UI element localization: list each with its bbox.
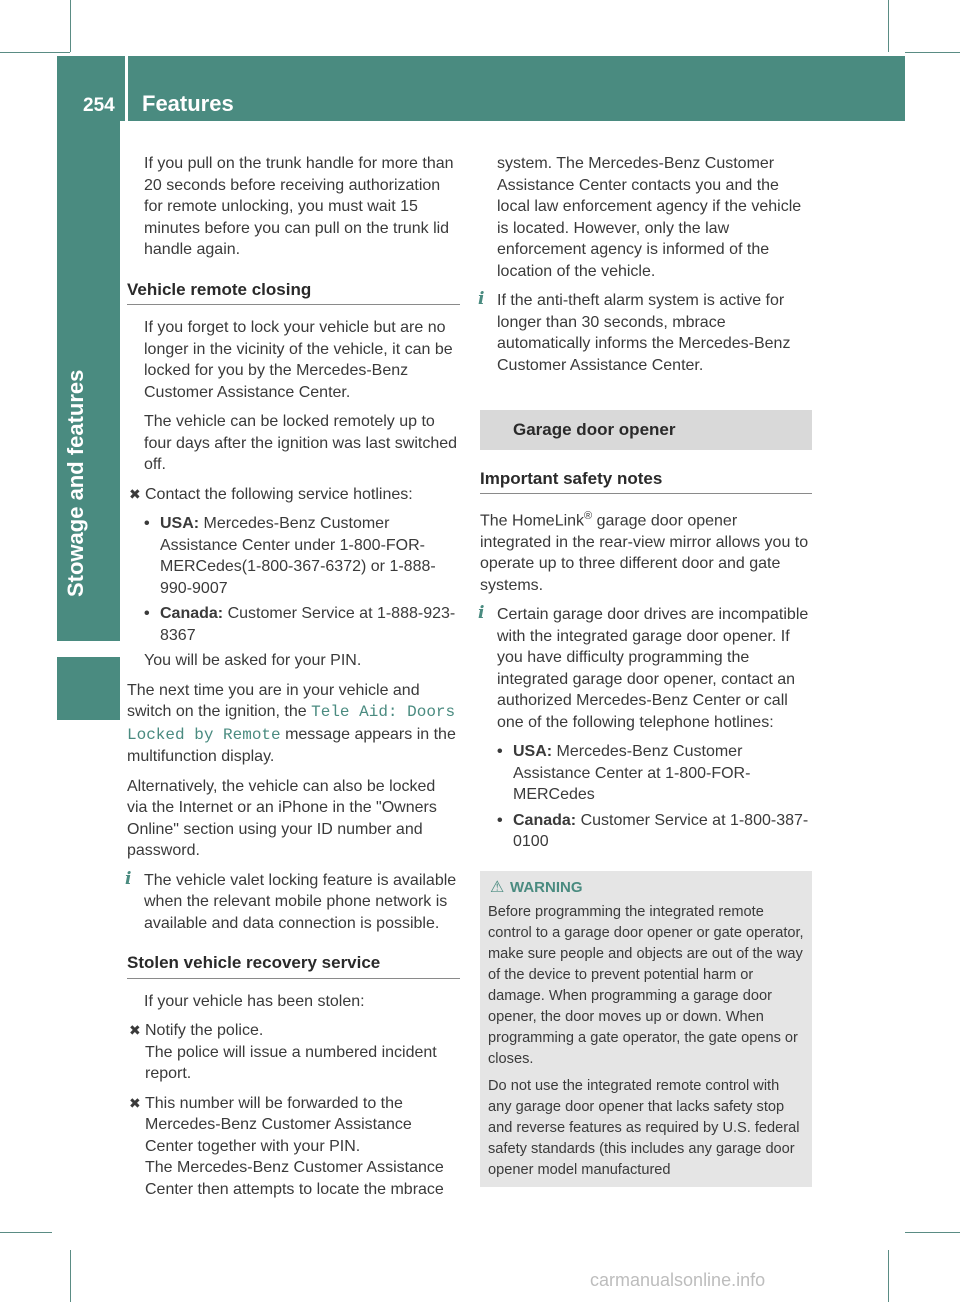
- action-result: The police will issue a numbered incident report.: [145, 1043, 437, 1082]
- info-text: The vehicle valet locking feature is available when the relevant mobile phone network is available and data connection is possible.: [144, 871, 457, 932]
- registered-mark: ®: [584, 510, 593, 522]
- bullet-label: Canada:: [160, 605, 224, 622]
- bullet-canada: [480, 810, 812, 853]
- warning-box: [480, 871, 812, 1187]
- bullet-dot-icon: •: [497, 743, 503, 761]
- bullet-text: Customer Service at 1-800-387-0100: [513, 811, 809, 851]
- chapter-heading-garage-door: Garage door opener: [480, 410, 812, 450]
- bullet-label: USA:: [160, 515, 200, 532]
- action-arrow-icon: ✖: [129, 1094, 141, 1111]
- text-segment: garage door opener integrated in the rear-view mirror allows you to operate up to three different door and gate systems.: [480, 512, 809, 594]
- text-segment: The next time you are in your vehicle and switch on the ignition, the: [127, 681, 420, 720]
- info-text: If the anti-theft alarm system is active for longer than 30 seconds, mbrace automatically informs the Mercedes-Benz Customer Assistance Center.: [497, 292, 791, 374]
- section-title-remote-closing: Vehicle remote closing: [127, 279, 460, 306]
- warning-title: WARNING: [510, 878, 583, 896]
- info-note: [480, 604, 812, 733]
- info-icon: i: [478, 289, 485, 309]
- warning-header: [488, 877, 804, 898]
- crop-mark: [70, 0, 71, 52]
- crop-mark: [905, 52, 960, 53]
- info-icon: i: [478, 603, 485, 624]
- section-title-stolen-vehicle: Stolen vehicle recovery service: [127, 952, 460, 979]
- crop-mark: [905, 1232, 960, 1233]
- bullet-label: USA:: [513, 743, 553, 761]
- bullet-dot-icon: •: [497, 811, 503, 829]
- bullet-canada: [127, 603, 460, 646]
- paragraph: If your vehicle has been stolen:: [144, 992, 365, 1010]
- text-segment: message appears in the multifunction display.: [127, 725, 456, 765]
- display-message: Tele Aid: Doors Locked by Remote: [127, 703, 456, 744]
- watermark: carmanualsonline.info: [590, 1270, 766, 1290]
- action-result: The Mercedes-Benz Customer Assistance Center then attempts to locate the mbrace: [145, 1159, 444, 1198]
- action-arrow-icon: ✖: [129, 485, 141, 502]
- paragraph: If you forget to lock your vehicle but are no longer in the vicinity of the vehicle, it can be locked for you by the Mercedes-Benz Customer Assistance Center.: [144, 319, 453, 401]
- bullet-label: Canada:: [513, 811, 577, 829]
- pin-note: You will be asked for your PIN.: [144, 652, 362, 669]
- page-title: Features: [142, 91, 234, 116]
- right-column: [480, 153, 812, 1187]
- bullet-text: Customer Service at 1-888-923-8367: [160, 605, 456, 644]
- crop-mark: [888, 0, 889, 52]
- text-segment: The HomeLink: [480, 512, 585, 530]
- header-divider: [125, 56, 128, 121]
- warning-paragraph: Before programming the integrated remote control to a garage door opener or gate operator, make sure people and objects are out of the way of the device to prevent potential harm or damage. When programming a garage door opener, the door moves up or down. When programming a gate operator, the gate opens or closes.: [488, 903, 804, 1067]
- paragraph-display-message: [127, 680, 460, 768]
- warning-triangle-icon: ⚠: [490, 878, 505, 896]
- action-arrow-icon: ✖: [129, 1022, 141, 1038]
- crop-mark: [888, 1250, 889, 1302]
- continued-paragraph: system. The Mercedes-Benz Customer Assistance Center contacts you and the local law enforcement agency if the vehicle is located. However, only the law enforcement agency is informed of the location of the vehicle.: [497, 155, 802, 280]
- crop-mark: [0, 52, 70, 53]
- warning-paragraph: Do not use the integrated remote control with any garage door opener that lacks safety stop and reverse features as required by U.S. federal safety standards (this includes any garage door opener model manufactured: [488, 1077, 800, 1178]
- paragraph: The vehicle can be locked remotely up to four days after the ignition was last switched off.: [144, 413, 458, 473]
- bullet-usa: [480, 741, 812, 806]
- info-note: [480, 290, 812, 376]
- action-text: This number will be forwarded to the Mercedes-Benz Customer Assistance Center together with your PIN.: [145, 1094, 412, 1155]
- info-note: [127, 870, 460, 935]
- bullet-usa: [127, 513, 460, 599]
- action-text: Contact the following service hotlines:: [145, 485, 413, 503]
- action-item: [129, 1020, 460, 1085]
- action-text: Notify the police.: [145, 1022, 264, 1039]
- paragraph: Alternatively, the vehicle can also be locked via the Internet or an iPhone in the "Owners Online" section using your ID number and password.: [127, 777, 437, 859]
- homelink-paragraph: [480, 506, 812, 596]
- crop-mark: [70, 1250, 71, 1302]
- bullet-text: Mercedes-Benz Customer Assistance Center under 1-800-FOR-MERCedes(1-800-367-6372) or 1-888-990-9007: [160, 515, 436, 597]
- action-item: [129, 1093, 460, 1201]
- info-icon: i: [125, 868, 132, 889]
- side-tab-label: Stowage and features: [63, 369, 88, 597]
- intro-paragraph: If you pull on the trunk handle for more than 20 seconds before receiving authorization for remote unlocking, you must wait 15 minutes before you can pull on the trunk lid handle again.: [144, 155, 454, 258]
- side-block: [57, 657, 120, 720]
- action-item: [129, 484, 460, 506]
- info-text: Certain garage door drives are incompatible with the integrated garage door opener. If you have difficulty programming the integrated garage door opener, contact an authorized Mercedes-Benz Center or call one of the following telephone hotlines:: [497, 606, 809, 731]
- bullet-dot-icon: •: [144, 605, 150, 622]
- left-column: [127, 153, 460, 1208]
- section-title-safety-notes: Important safety notes: [480, 468, 812, 495]
- crop-mark: [0, 1232, 52, 1233]
- page-number: 254: [83, 95, 115, 116]
- bullet-dot-icon: •: [144, 515, 150, 532]
- bullet-text: Mercedes-Benz Customer Assistance Center at 1-800-FOR-MERCedes: [513, 743, 751, 804]
